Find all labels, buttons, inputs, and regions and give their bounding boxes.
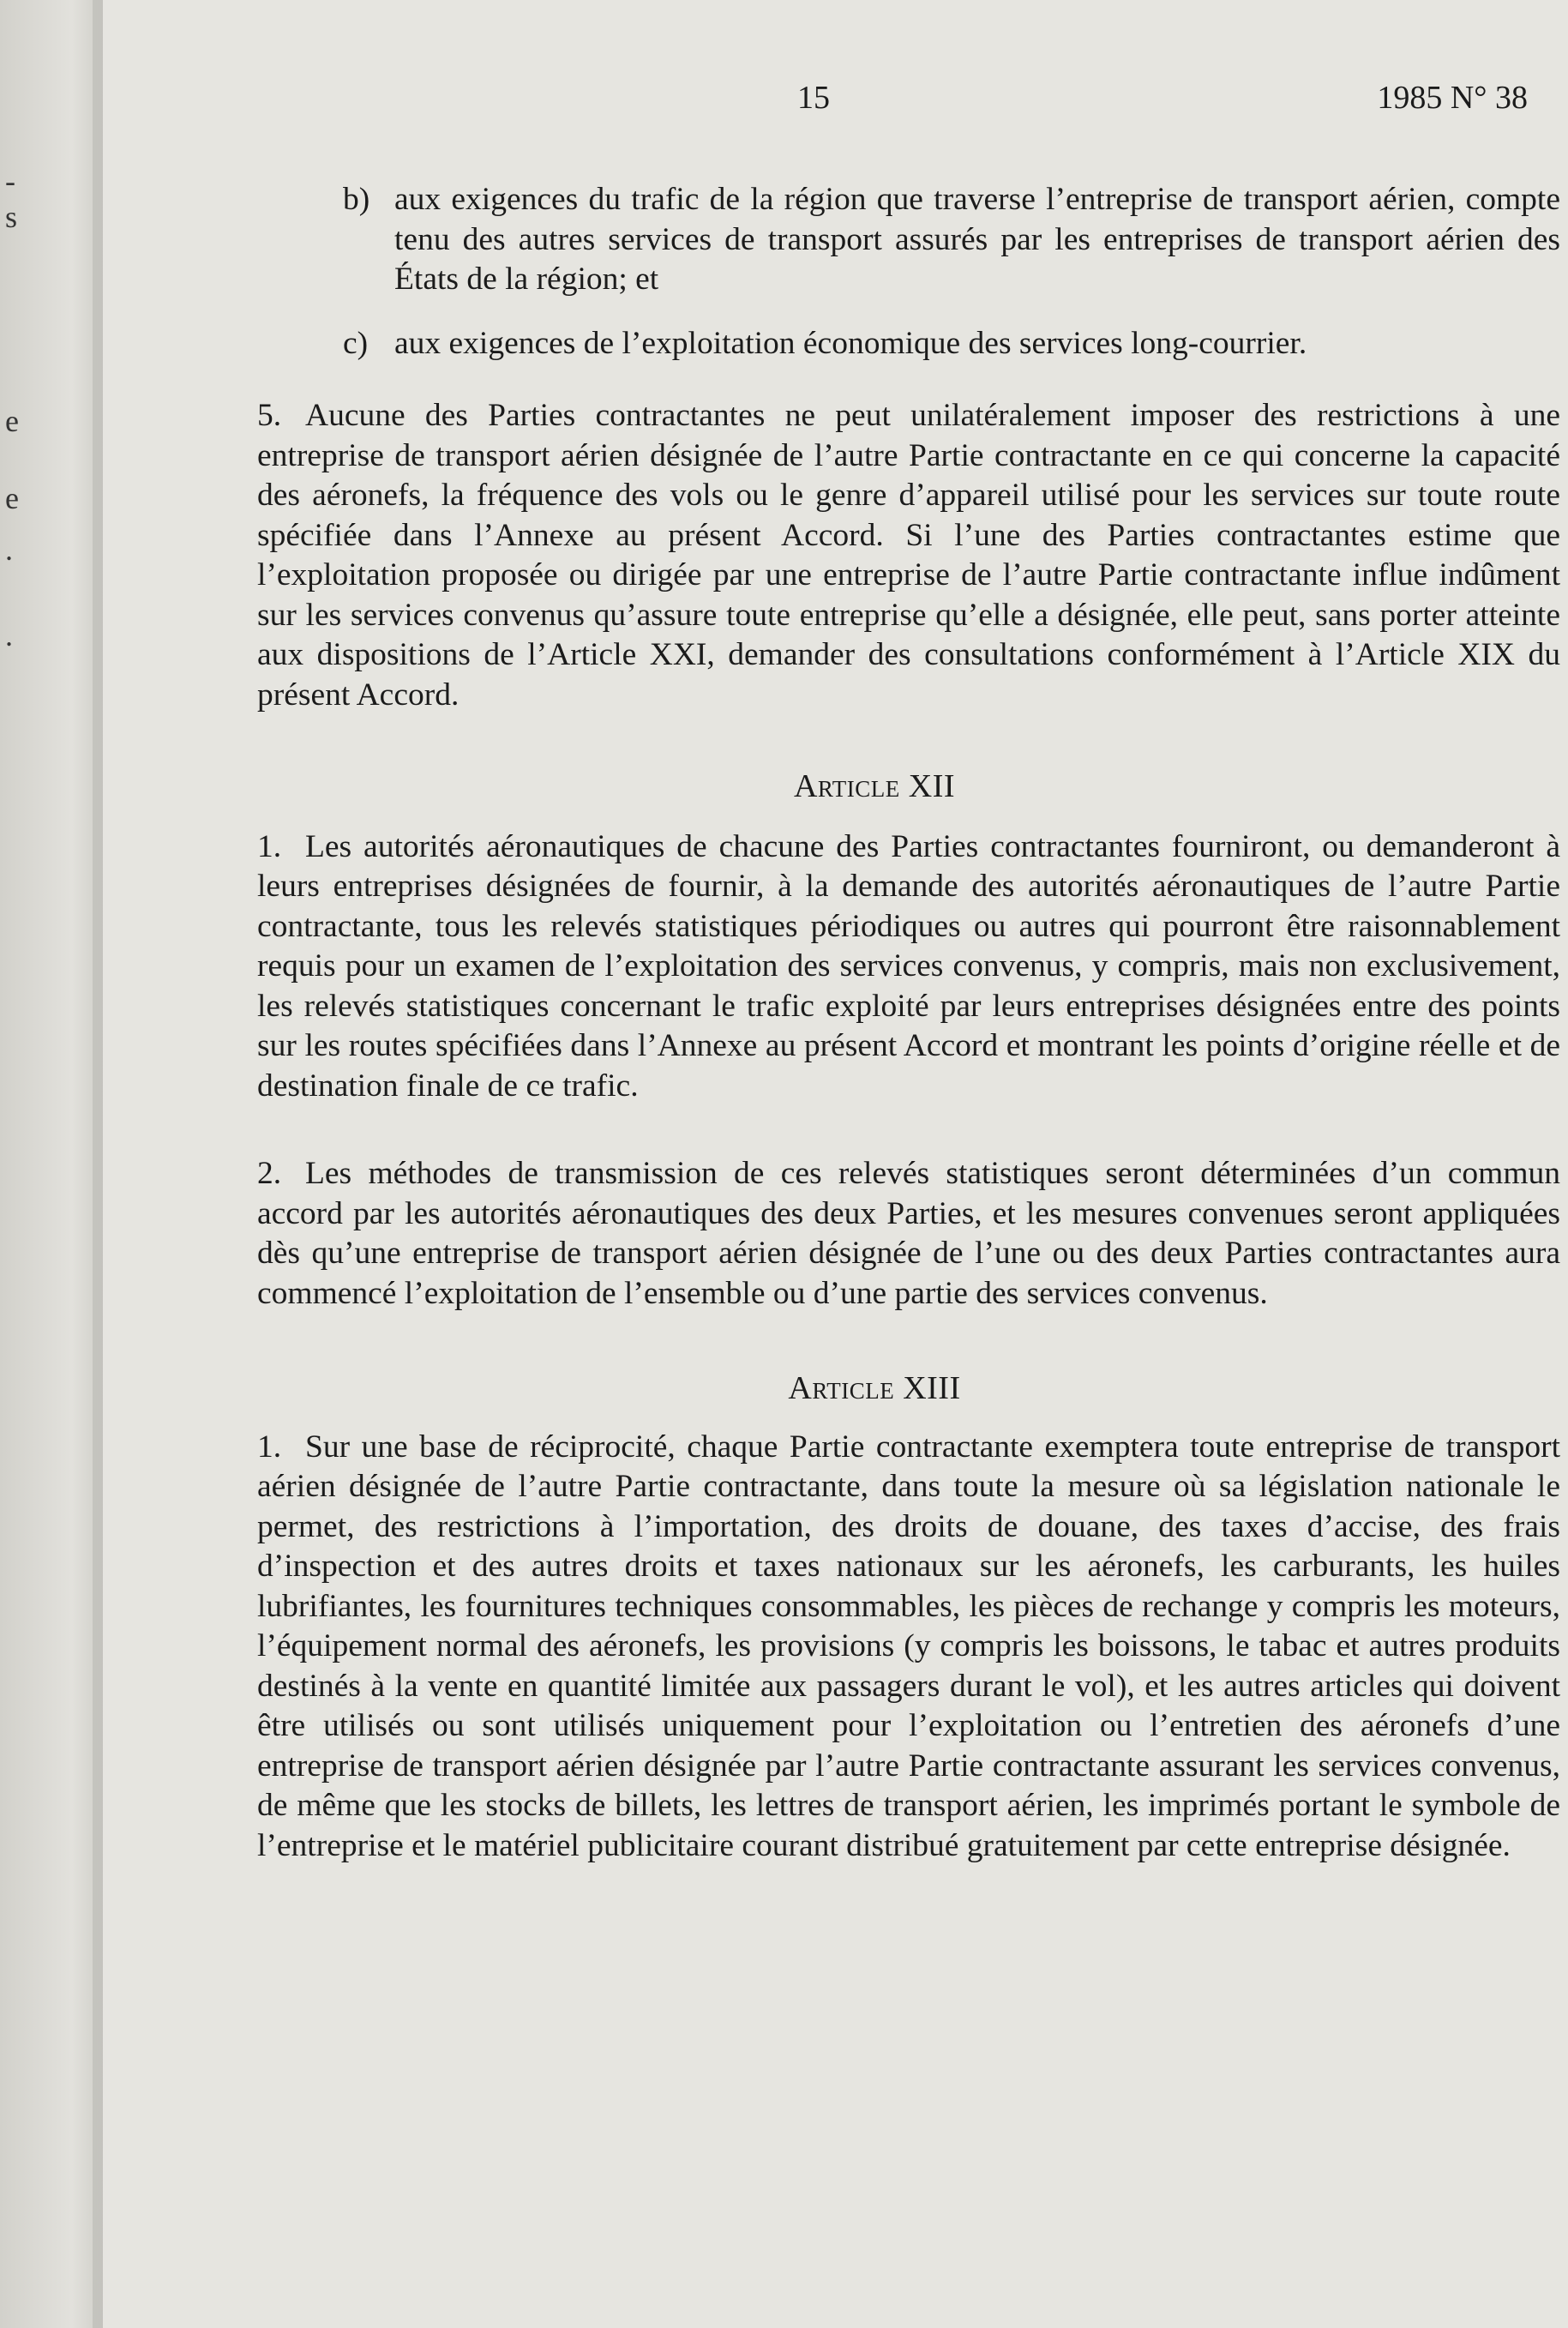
list-item-text: aux exigences de l’exploitation économique des services long-courrier.: [394, 325, 1307, 361]
paragraph-text: Aucune des Parties contractantes ne peut unilatéralement imposer des restrictions à une entreprise de transport aérien désignée de l’autre Partie contractante en ce qui concerne la capacité des aéronefs, la fréquence des vols ou le genre d’appareil utilisé pour les services sur toute route spécifiée dans l’Annexe au présent Accord. Si l’une des Parties contractantes estime que l’exploitation proposée ou dirigée par une entreprise de l’autre Partie contractante influe indûment sur les services convenus qu’assure toute entreprise qu’elle a désignée, elle peut, sans porter atteinte aux dispositions de l’Article XXI, demander des consultations conformément à l’Article XIX du présent Accord.: [257, 398, 1560, 713]
list-marker: b): [343, 182, 370, 217]
page-body: [257, 180, 1560, 1898]
margin-mark: s: [5, 200, 18, 234]
facing-page-edge: [0, 0, 103, 2328]
paragraph-number: 2.: [257, 1156, 282, 1191]
paragraph-number: 5.: [257, 398, 282, 433]
list-item-c: [343, 324, 1560, 364]
margin-mark: e: [5, 404, 19, 438]
paragraph-text: Les autorités aéronautiques de chacune des Parties contractantes fourniront, ou demanderont à leurs entreprises désignées de fournir, à la demande des autorités aéronautiques de l’autre Partie contractante, tous les relevés statistiques périodiques ou autres qui pourront être raisonnablement requis pour un examen de l’exploitation des services convenus, y compris, mais non exclusivement, les relevés statistiques concernant le trafic exploité par leurs entreprises désignées entre des points sur les routes spécifiées dans l’Annexe au présent Accord et montrant les points d’origine réelle et de destination finale de ce trafic.: [257, 828, 1560, 1104]
margin-mark: -: [5, 164, 15, 198]
paragraph-5: [257, 396, 1560, 715]
article-xii-paragraph-1: [257, 827, 1560, 1107]
article-heading-xii: Article XII: [793, 768, 956, 804]
article-xiii-paragraph-1: [257, 1428, 1560, 1867]
paragraph-text: Sur une base de réciprocité, chaque Partie contractante exemptera toute entreprise de transport aérien désignée de l’autre Partie contractante, dans toute la mesure où sa législation nationale le permet, des restrictions à l’importation, des droits de douane, des taxes d’accise, des frais d’inspection et des autres droits et taxes nationaux sur les aéronefs, les carburants, les huiles lubrifiantes, les fournitures techniques consommables, les pièces de rechange y compris les moteurs, l’équipement normal des aéronefs, les provisions (y compris les boissons, le tabac et autres produits destinés à la vente en quantité limitée aux passagers durant le vol), et les autres articles qui doivent être utilisés ou sont utilisés uniquement pour l’exploitation ou l’entretien des aéronefs d’une entreprise de transport aérien désignée par l’autre Partie contractante assurant les services convenus, de même que les stocks de billets, les lettres de transport aérien, les imprimés portant le symbole de l’entreprise et le matériel publicitaire courant distribué gratuitement par cette entreprise désignée.: [257, 1429, 1560, 1863]
article-heading-xiii: Article XIII: [788, 1370, 961, 1406]
list-item-text: aux exigences du trafic de la région que traverse l’entreprise de transport aérien, compte tenu des autres services de transport assurés par les entreprises de transport aérien des États de la région; et: [394, 182, 1560, 297]
paragraph-text: Les méthodes de transmission de ces relevés statistiques seront déterminées d’un commun accord par les autorités aéronautiques des deux Parties, et les mesures convenues seront appliquées dès qu’une entreprise de transport aérien désignée de l’une ou des deux Parties contractantes aura commencé l’exploitation de l’ensemble ou d’une partie des services convenus.: [257, 1156, 1560, 1311]
document-page: [103, 0, 1568, 2328]
issue-reference: 1985 N° 38: [1377, 80, 1528, 116]
paragraph-number: 1.: [257, 828, 282, 864]
page-number: 15: [797, 80, 830, 116]
list-marker: c): [343, 325, 369, 361]
list-item-b: [343, 180, 1560, 300]
margin-mark: .: [5, 618, 13, 653]
article-xii-paragraph-2: [257, 1154, 1560, 1314]
margin-mark: .: [5, 532, 13, 567]
margin-mark: e: [5, 481, 19, 515]
paragraph-number: 1.: [257, 1429, 282, 1465]
